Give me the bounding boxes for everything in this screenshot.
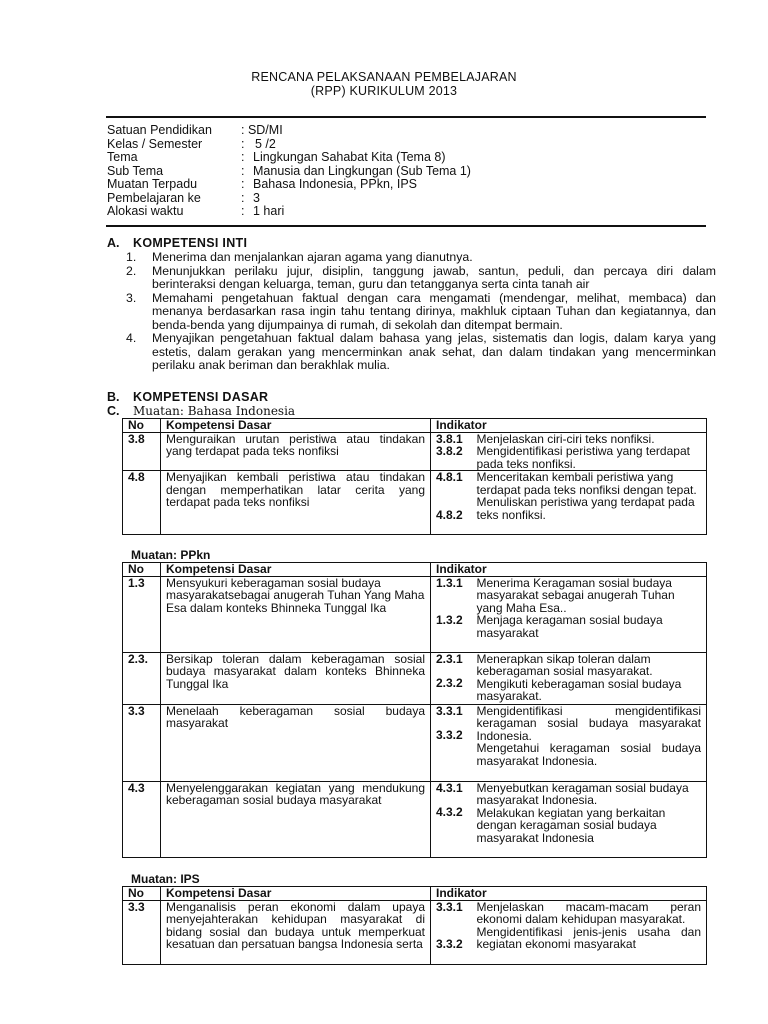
cell-kd: Menguraikan urutan peristiwa atau tindakan yang terdapat pada teks nonfiksi xyxy=(161,432,431,471)
cell-kd: Menelaah keberagaman sosial budaya masyarakat xyxy=(161,704,431,781)
list-item-text: Menerima dan menjalankan ajaran agama yang dianutnya. xyxy=(152,250,473,264)
kompetensi-inti-list xyxy=(126,251,716,373)
column-header-no: No xyxy=(123,887,161,901)
cell-indicator-texts xyxy=(475,652,707,704)
section-letter: A. xyxy=(107,236,120,250)
list-item-number: 3. xyxy=(126,290,137,305)
list-item-text: Menyajikan pengetahuan faktual dalam bahasa yang jelas, sistematis dan logis, dalam karya yang estetis, dalam gerakan yang mencerminkan anak sehat, dan dalam tindakan yang mencerminkan perilaku anak beriman dan berakhlak mulia. xyxy=(152,331,716,372)
identity-colon: : xyxy=(241,150,245,164)
cell-no: 3.8 xyxy=(123,432,161,471)
cell-indicator-texts xyxy=(475,576,707,652)
cell-no: 3.3 xyxy=(123,900,161,964)
cell-kd: Menyelenggarakan kegiatan yang mendukung keberagaman sosial budaya masyarakat xyxy=(161,781,431,857)
indicator-text: Mengidentifikasi jenis-jenis usaha dan kegiatan ekonomi masyarakat xyxy=(476,924,702,951)
indicator-code: 4.8.2 xyxy=(436,507,463,522)
identity-row xyxy=(107,205,471,219)
identity-row xyxy=(107,165,471,179)
cell-kd: Mensyukuri keberagaman sosial budaya masyarakatsebagai anugerah Tuhan Yang Maha Esa dalam konteks Bhinneka Tunggal Ika xyxy=(161,576,431,652)
identity-value: Manusia dan Lingkungan (Sub Tema 1) xyxy=(253,163,471,178)
indicator-code: 1.3.2 xyxy=(436,613,463,627)
cell-no: 2.3. xyxy=(123,652,161,704)
cell-indicator-codes xyxy=(431,471,475,535)
identity-row xyxy=(107,138,471,152)
column-header-indikator: Indikator xyxy=(431,887,707,901)
indicator-text: Melakukan kegiatan yang berkaitan dengan keragaman sosial budaya masyarakat Indonesia xyxy=(476,805,666,845)
identity-block xyxy=(107,124,471,219)
table-header-row xyxy=(123,887,707,901)
cell-kd: Bersikap toleran dalam keberagaman sosial budaya masyarakat dalam konteks Bhinneka Tunggal Ika xyxy=(161,652,431,704)
doc-title-line1: RENCANA PELAKSANAAN PEMBELAJARAN xyxy=(251,70,517,84)
section-title: KOMPETENSI INTI xyxy=(133,236,248,250)
indicator-text: Menjaga keragaman sosial budaya masyarakat xyxy=(476,613,663,640)
identity-bottom-rule xyxy=(106,225,706,227)
list-item-number: 1. xyxy=(126,250,137,264)
indicator-text: Menjelaskan macam-macam peran ekonomi dalam kehidupan masyarakat. xyxy=(476,899,702,926)
cell-indicator-codes xyxy=(431,704,475,781)
identity-label: Pembelajaran ke xyxy=(107,190,201,205)
cell-indicator-codes xyxy=(431,781,475,857)
table-header-row xyxy=(123,563,707,577)
cell-indicator-codes xyxy=(431,432,475,471)
column-header-indikator: Indikator xyxy=(431,563,707,577)
indicator-code: 2.3.1 xyxy=(436,651,463,666)
table-row xyxy=(123,652,707,704)
indicator-text: Menerima Keragaman sosial budaya masyarakat sebagai anugerah Tuhan yang Maha Esa.. xyxy=(476,575,675,615)
identity-label: Sub Tema xyxy=(107,163,164,178)
list-item-number: 2. xyxy=(126,263,137,278)
cell-indicator-texts xyxy=(475,704,707,781)
identity-colon: : xyxy=(241,163,245,178)
identity-row xyxy=(107,178,471,192)
section-b-heading xyxy=(107,390,268,404)
identity-label: Alokasi waktu xyxy=(107,204,184,218)
table-row xyxy=(123,471,707,535)
top-rule xyxy=(106,116,706,118)
indicator-text: Mengikuti keberagaman sosial budaya masyarakat. xyxy=(476,676,682,703)
column-header-indikator: Indikator xyxy=(431,419,707,433)
identity-value: 5 /2 xyxy=(255,136,276,151)
list-item xyxy=(126,332,716,373)
cell-indicator-texts xyxy=(475,432,707,471)
table-header-row xyxy=(123,419,707,433)
cell-indicator-texts xyxy=(475,781,707,857)
identity-value: : SD/MI xyxy=(241,123,283,137)
list-item xyxy=(126,265,716,292)
indicator-code: 4.3.2 xyxy=(436,805,463,819)
cell-indicator-texts xyxy=(475,471,707,535)
list-item-text: Memahami pengetahuan faktual dengan cara mengamati (mendengar, melihat, membaca) dan menanya berdasarkan rasa ingin tahu tentang dirinya, makhluk ciptaan Tuhan dan kegiatannya, dan benda-benda yang dijumpainya di rumah, di sekolah dan ditempat bermain. xyxy=(152,290,716,332)
cell-no: 4.8 xyxy=(123,471,161,535)
indicator-code: 2.3.2 xyxy=(436,676,463,690)
identity-value: 3 xyxy=(253,190,260,205)
section-title: KOMPETENSI DASAR xyxy=(133,390,269,404)
indicator-code: 4.8.1 xyxy=(436,470,463,484)
cell-no: 1.3 xyxy=(123,576,161,652)
identity-colon: : xyxy=(241,177,245,191)
indicator-text: Menerapkan sikap toleran dalam keberagaman sosial masyarakat. xyxy=(476,651,653,678)
identity-row xyxy=(107,151,471,165)
table-row xyxy=(123,781,707,857)
section-title: Muatan: Bahasa Indonesia xyxy=(133,404,296,418)
cell-indicator-codes xyxy=(431,900,475,964)
column-header-kd: Kompetensi Dasar xyxy=(161,563,431,577)
indicator-code: 3.3.1 xyxy=(436,899,463,914)
section-c-heading xyxy=(107,404,295,418)
indicator-code: 3.3.2 xyxy=(436,728,463,742)
list-item-text: Menunjukkan perilaku jujur, disiplin, tanggung jawab, santun, peduli, dan percaya diri dalam berinteraksi dengan keluarga, teman, guru dan tetangganya serta cinta tanah air xyxy=(152,263,716,291)
indicator-code: 3.3.1 xyxy=(436,703,463,718)
identity-row xyxy=(107,192,471,206)
muatan-ppkn-label: Muatan: PPkn xyxy=(131,548,211,562)
list-item xyxy=(126,251,716,265)
indicator-text: Menyebutkan keragaman sosial budaya masyarakat Indonesia. xyxy=(476,780,689,807)
list-item-number: 4. xyxy=(126,331,137,345)
table-ppkn xyxy=(122,562,707,858)
section-letter: C. xyxy=(107,404,120,418)
table-bahasa-indonesia xyxy=(122,418,707,535)
indicator-code: 4.3.1 xyxy=(436,780,463,795)
identity-colon: : xyxy=(241,204,245,218)
indicator-code: 3.8.1 xyxy=(436,431,463,446)
table-row xyxy=(123,900,707,964)
section-a-heading xyxy=(107,236,247,250)
cell-indicator-codes xyxy=(431,652,475,704)
table-row xyxy=(123,576,707,652)
indicator-text: Mengidentifikasi peristiwa yang terdapat pada teks nonfiksi. xyxy=(476,444,690,471)
indicator-text: Mengidentifikasi mengidentifikasi keragaman sosial budaya masyarakat Indonesia. xyxy=(476,703,702,743)
table-ips xyxy=(122,886,707,965)
identity-value: 1 hari xyxy=(253,204,285,218)
cell-kd: Menyajikan kembali peristiwa atau tindakan dengan memperhatikan latar cerita yang terdapat pada teks nonfiksi xyxy=(161,471,431,535)
indicator-text: Menceritakan kembali peristiwa yang terdapat pada teks nonfiksi dengan tepat. xyxy=(476,470,697,497)
list-item xyxy=(126,292,716,333)
cell-no: 3.3 xyxy=(123,704,161,781)
muatan-ips-label: Muatan: IPS xyxy=(131,872,200,886)
identity-label: Muatan Terpadu xyxy=(107,177,198,191)
identity-label: Kelas / Semester xyxy=(107,136,203,151)
identity-value: Bahasa Indonesia, PPkn, IPS xyxy=(253,177,417,191)
column-header-kd: Kompetensi Dasar xyxy=(161,887,431,901)
column-header-kd: Kompetensi Dasar xyxy=(161,419,431,433)
indicator-text: Mengetahui keragaman sosial budaya masyarakat Indonesia. xyxy=(476,741,702,768)
indicator-code: 3.8.2 xyxy=(436,444,463,458)
table-row xyxy=(123,432,707,471)
identity-colon: : xyxy=(241,136,245,151)
indicator-text: Menjelaskan ciri-ciri teks nonfiksi. xyxy=(476,431,655,446)
cell-indicator-codes xyxy=(431,576,475,652)
indicator-text: Menuliskan peristiwa yang terdapat pada teks nonfiksi. xyxy=(476,495,695,522)
cell-indicator-texts xyxy=(475,900,707,964)
identity-label: Satuan Pendidikan xyxy=(107,123,212,137)
identity-colon: : xyxy=(241,190,245,205)
column-header-no: No xyxy=(123,419,161,433)
identity-row xyxy=(107,124,471,138)
table-row xyxy=(123,704,707,781)
identity-value: Lingkungan Sahabat Kita (Tema 8) xyxy=(253,150,446,164)
cell-no: 4.3 xyxy=(123,781,161,857)
indicator-code: 3.3.2 xyxy=(436,937,463,951)
section-letter: B. xyxy=(107,390,120,404)
doc-title-line2: (RPP) KURIKULUM 2013 xyxy=(310,84,458,98)
column-header-no: No xyxy=(123,563,161,577)
identity-label: Tema xyxy=(107,150,138,164)
cell-kd: Menganalisis peran ekonomi dalam upaya menyejahterakan kehidupan masyarakat di bidang sosial dan budaya untuk memperkuat kesatuan dan persatuan bangsa Indonesia serta xyxy=(161,900,431,964)
indicator-code: 1.3.1 xyxy=(436,575,463,590)
